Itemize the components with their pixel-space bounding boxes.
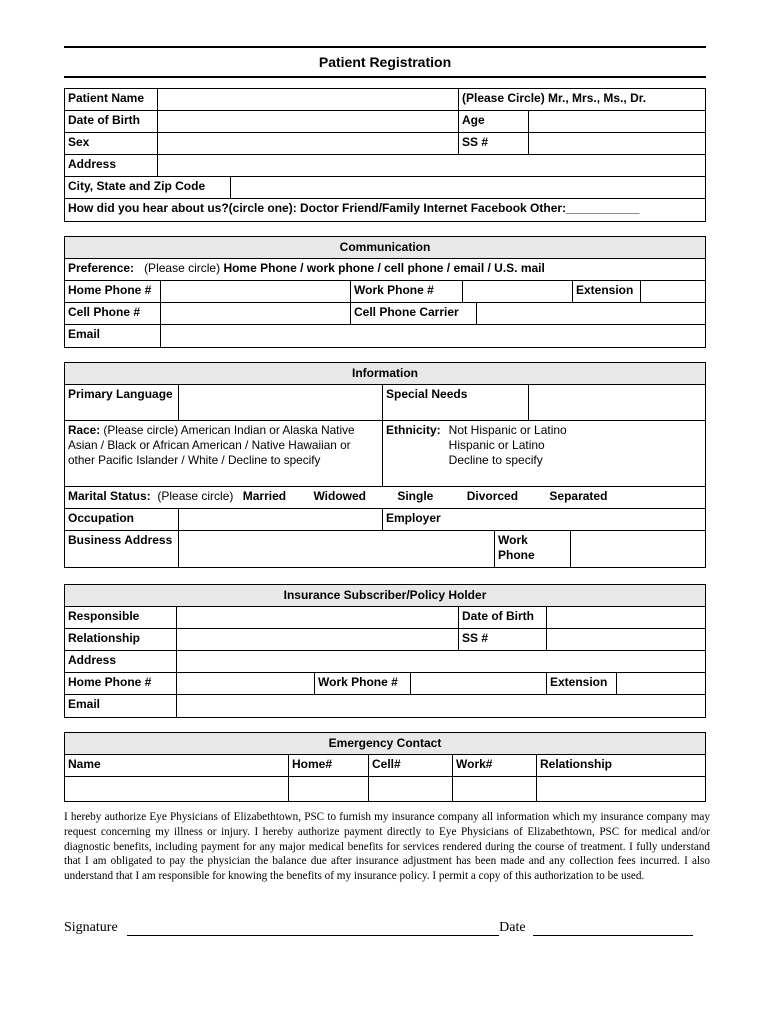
insurance-section — [64, 584, 706, 718]
emergency-relationship-field[interactable] — [537, 777, 705, 801]
ss-label: SS # — [459, 133, 529, 154]
emergency-heading: Emergency Contact — [65, 733, 705, 755]
special-needs-label: Special Needs — [383, 385, 529, 420]
ss-field[interactable] — [529, 133, 705, 154]
subscriber-work-phone-label: Work Phone # — [315, 673, 411, 694]
relationship-field[interactable] — [177, 629, 459, 650]
address-field[interactable] — [158, 155, 705, 176]
ethnicity-option-not-hispanic[interactable]: Not Hispanic or Latino — [448, 423, 567, 437]
city-field[interactable] — [231, 177, 705, 198]
age-label: Age — [459, 111, 529, 132]
emergency-cell-field[interactable] — [369, 777, 453, 801]
ethnicity-option-decline[interactable]: Decline to specify — [448, 453, 543, 467]
ethnicity-cell[interactable] — [383, 421, 705, 486]
sex-field[interactable] — [158, 133, 459, 154]
referral-question[interactable]: How did you hear about us?(circle one): Doctor Friend/Family Internet Facebook Other:___________ — [68, 201, 640, 215]
work-phone-label: Work Phone # — [351, 281, 463, 302]
date-field[interactable] — [533, 921, 693, 936]
responsible-field[interactable] — [177, 607, 459, 628]
subscriber-email-label: Email — [65, 695, 177, 717]
relationship-label: Relationship — [65, 629, 177, 650]
page-title: Patient Registration — [318, 54, 452, 70]
emergency-work-field[interactable] — [453, 777, 537, 801]
title-bar — [64, 46, 706, 78]
subscriber-address-field[interactable] — [177, 651, 705, 672]
patient-section — [64, 88, 706, 222]
occupation-label: Occupation — [65, 509, 179, 530]
information-section — [64, 362, 706, 568]
subscriber-ss-label: SS # — [459, 629, 547, 650]
marital-option-divorced[interactable]: Divorced — [466, 489, 519, 503]
occupation-field[interactable] — [179, 509, 383, 530]
insurance-heading: Insurance Subscriber/Policy Holder — [65, 585, 705, 607]
title-circle-label: (Please Circle) Mr., Mrs., Ms., Dr. — [462, 91, 647, 105]
ethnicity-option-hispanic[interactable]: Hispanic or Latino — [448, 438, 545, 452]
subscriber-address-label: Address — [65, 651, 177, 672]
emergency-col-home: Home# — [289, 755, 369, 776]
dob-field[interactable] — [158, 111, 459, 132]
primary-language-label: Primary Language — [65, 385, 179, 420]
race-options[interactable]: (Please circle) American Indian or Alaska Native Asian / Black or African American / Native Hawaiian or other Pacific Islander / White / Decline to specify — [68, 423, 355, 467]
communication-heading: Communication — [65, 237, 705, 259]
primary-language-field[interactable] — [179, 385, 383, 420]
patient-name-label: Patient Name — [65, 89, 158, 110]
subscriber-email-field[interactable] — [177, 695, 705, 717]
carrier-field[interactable] — [477, 303, 705, 324]
email-field[interactable] — [161, 325, 705, 347]
carrier-label: Cell Phone Carrier — [351, 303, 477, 324]
marital-option-separated[interactable]: Separated — [549, 489, 608, 503]
emergency-name-field[interactable] — [65, 777, 289, 801]
marital-label: Marital Status: — [68, 489, 151, 503]
signature-label: Signature — [64, 920, 118, 935]
subscriber-dob-field[interactable] — [547, 607, 705, 628]
business-work-phone-label: Work Phone — [495, 531, 571, 567]
patient-name-field[interactable] — [158, 89, 459, 110]
subscriber-dob-label: Date of Birth — [459, 607, 547, 628]
business-address-field[interactable] — [179, 531, 495, 567]
marital-status-row[interactable] — [65, 487, 705, 508]
marital-option-single[interactable]: Single — [397, 489, 434, 503]
extension-label: Extension — [573, 281, 641, 302]
signature-line — [64, 920, 710, 936]
work-phone-field[interactable] — [463, 281, 573, 302]
business-address-label: Business Address — [65, 531, 179, 567]
preference-options[interactable]: Home Phone / work phone / cell phone / email / U.S. mail — [223, 261, 545, 275]
emergency-col-name: Name — [65, 755, 289, 776]
home-phone-label: Home Phone # — [65, 281, 161, 302]
race-label: Race: — [68, 423, 101, 437]
emergency-col-cell: Cell# — [369, 755, 453, 776]
signature-field[interactable] — [127, 921, 499, 936]
business-work-phone-field[interactable] — [571, 531, 705, 567]
email-label: Email — [65, 325, 161, 347]
sex-label: Sex — [65, 133, 158, 154]
marital-option-married[interactable]: Married — [242, 489, 287, 503]
preference-row[interactable] — [65, 259, 705, 280]
cell-phone-field[interactable] — [161, 303, 351, 324]
emergency-col-relationship: Relationship — [540, 757, 613, 771]
subscriber-home-phone-label: Home Phone # — [65, 673, 177, 694]
home-phone-field[interactable] — [161, 281, 351, 302]
age-field[interactable] — [529, 111, 705, 132]
subscriber-extension-label: Extension — [547, 673, 617, 694]
subscriber-ss-field[interactable] — [547, 629, 705, 650]
preference-label: Preference: — [68, 261, 135, 275]
race-cell[interactable] — [65, 421, 383, 486]
special-needs-field[interactable] — [529, 385, 705, 420]
preference-circle: (Please circle) — [144, 261, 221, 275]
subscriber-work-phone-field[interactable] — [411, 673, 547, 694]
cell-phone-label: Cell Phone # — [65, 303, 161, 324]
extension-field[interactable] — [641, 281, 705, 302]
address-label: Address — [65, 155, 158, 176]
information-heading: Information — [65, 363, 705, 385]
emergency-home-field[interactable] — [289, 777, 369, 801]
emergency-col-work: Work# — [453, 755, 537, 776]
consent-paragraph: I hereby authorize Eye Physicians of Elizabethtown, PSC to furnish my insurance company all information which my insurance company may request concerning my illness or injury. I hereby authorize payment directly to Eye Physicians of Elizabethtown, PSC for medical and/or diagnostic benefits, including payment for any major medical benefits for services rendered during the course of treatment. I fully understand that I am obligated to pay the physician the balance due after insurance adjustment has been made and any collection fees incurred. I also understand that I am responsible for knowing the benefits of my insurance policy. I permit a copy of this authorization to be used. — [64, 811, 710, 883]
employer-field[interactable] — [463, 509, 705, 530]
marital-option-widowed[interactable]: Widowed — [313, 489, 366, 503]
dob-label: Date of Birth — [65, 111, 158, 132]
subscriber-home-phone-field[interactable] — [177, 673, 315, 694]
subscriber-extension-field[interactable] — [617, 673, 705, 694]
city-label: City, State and Zip Code — [65, 177, 231, 198]
ethnicity-label: Ethnicity: — [386, 423, 441, 437]
date-label: Date — [499, 920, 526, 935]
employer-label: Employer — [386, 511, 441, 525]
communication-section — [64, 236, 706, 348]
responsible-label: Responsible — [65, 607, 177, 628]
emergency-section — [64, 732, 706, 802]
marital-circle: (Please circle) — [157, 489, 234, 503]
